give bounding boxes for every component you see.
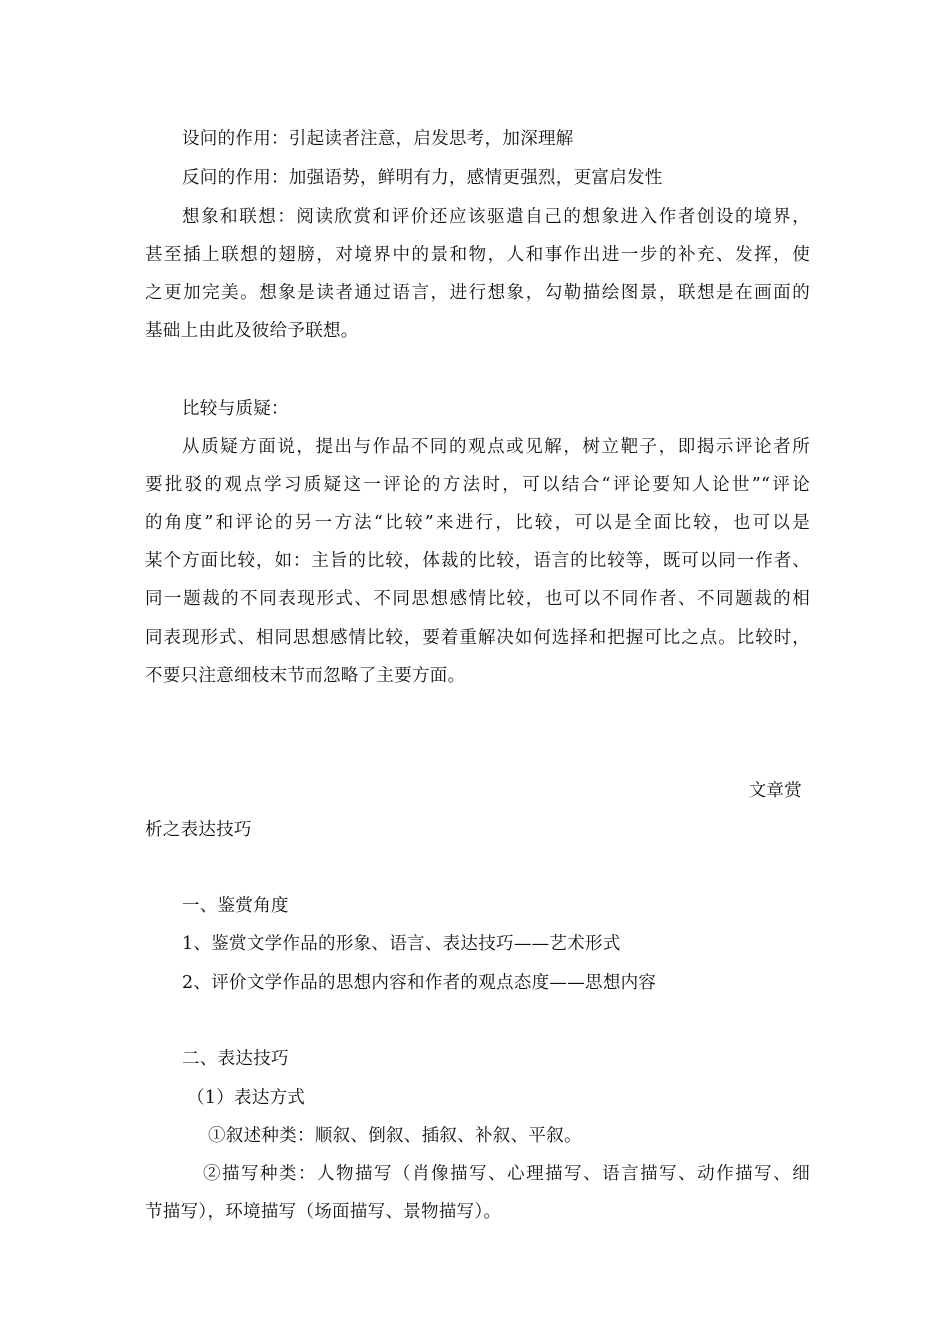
title-line: 析之表达技巧	[145, 820, 252, 840]
paragraph-line: 反问的作用：加强语势，鲜明有力，感情更强烈，更富启发性	[182, 168, 663, 188]
list-item: ①叙述种类：顺叙、倒叙、插叙、补叙、平叙。	[208, 1126, 582, 1146]
paragraph-line: 不要只注意细枝末节而忽略了主要方面。	[145, 666, 466, 686]
section-heading: 比较与质疑：	[182, 399, 289, 419]
paragraph-line: 同表现形式、相同思想感情比较，要着重解决如何选择和把握可比之点。比较时，	[145, 628, 810, 648]
paragraph-line: 之更加完美。想象是读者通过语言，进行想象，勾勒描绘图景，联想是在画面的	[145, 283, 810, 303]
paragraph-line: 设问的作用：引起读者注意，启发思考，加深理解	[182, 129, 574, 149]
list-item: 1、鉴赏文学作品的形象、语言、表达技巧——艺术形式	[182, 934, 621, 954]
title-line: 文章赏	[748, 781, 802, 801]
paragraph-line: 想象和联想：阅读欣赏和评价还应该驱遣自己的想象进入作者创设的境界，	[182, 207, 810, 227]
list-item: ②描写种类：人物描写（肖像描写、心理描写、语言描写、动作描写、细	[203, 1164, 810, 1184]
paragraph-line: 甚至插上联想的翅膀，对境界中的景和物，人和事作出进一步的补充、发挥，使	[145, 245, 810, 265]
paragraph-line: 某个方面比较，如：主旨的比较，体裁的比较，语言的比较等，既可以同一作者、	[145, 551, 810, 571]
subsection-heading: （1）表达方式	[187, 1088, 306, 1108]
paragraph-line: 的角度”和评论的另一方法“比较”来进行，比较，可以是全面比较，也可以是	[145, 513, 810, 533]
section-heading: 二、表达技巧	[182, 1049, 289, 1069]
list-item: 2、评价文学作品的思想内容和作者的观点态度——思想内容	[182, 973, 657, 993]
section-heading: 一、鉴赏角度	[182, 896, 289, 916]
paragraph-line: 要批驳的观点学习质疑这一评论的方法时，可以结合“评论要知人论世”“评论	[145, 475, 810, 495]
paragraph-line: 基础上由此及彼给予联想。	[145, 321, 359, 341]
paragraph-line: 同一题裁的不同表现形式、不同思想感情比较，也可以不同作者、不同题裁的相	[145, 589, 810, 609]
paragraph-line: 从质疑方面说，提出与作品不同的观点或见解，树立靶子，即揭示评论者所	[182, 437, 810, 457]
paragraph-line: 节描写），环境描写（场面描写、景物描写）。	[145, 1202, 502, 1222]
